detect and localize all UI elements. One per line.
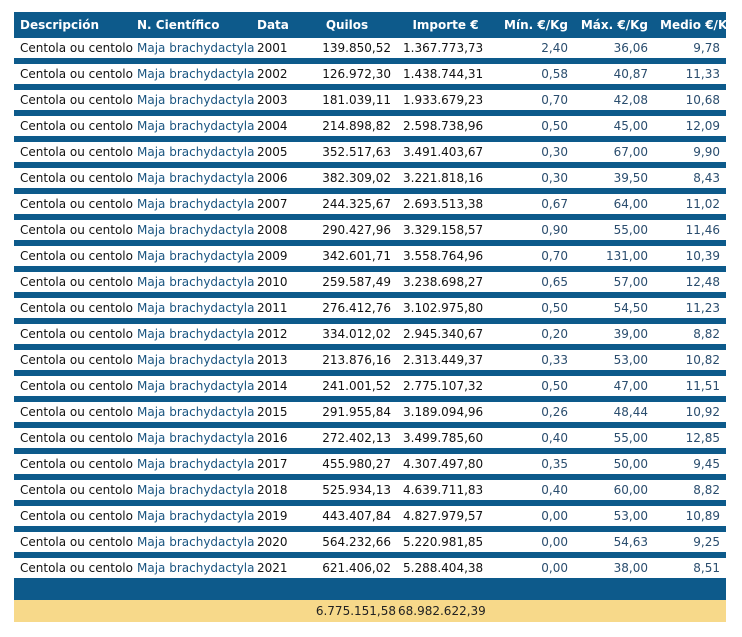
cell-medio-kg: 8,82 — [654, 321, 726, 347]
cell-nome-cientifico: Maja brachydactyla — [131, 451, 251, 477]
table-row — [14, 269, 726, 295]
cell-max-kg: 64,00 — [574, 191, 654, 217]
cell-quilos: 291.955,84 — [297, 399, 397, 425]
cell-nome-cientifico: Maja brachydactyla — [131, 165, 251, 191]
cell-min-kg: 0,70 — [494, 243, 574, 269]
cell-min-kg: 0,00 — [494, 503, 574, 529]
cell-descripcion: Centola ou centolo — [14, 295, 131, 321]
cell-quilos: 352.517,63 — [297, 139, 397, 165]
header-medio-kg[interactable]: Medio €/Kg — [654, 12, 726, 38]
cell-nome-cientifico: Maja brachydactyla — [131, 269, 251, 295]
cell-medio-kg: 11,33 — [654, 61, 726, 87]
cell-medio-kg: 12,85 — [654, 425, 726, 451]
total-empty-cell — [131, 599, 251, 622]
cell-max-kg: 50,00 — [574, 451, 654, 477]
table-row — [14, 503, 726, 529]
cell-data: 2013 — [251, 347, 297, 373]
header-descripcion[interactable]: Descripción — [14, 12, 131, 38]
cell-descripcion: Centola ou centolo — [14, 425, 131, 451]
cell-nome-cientifico: Maja brachydactyla — [131, 347, 251, 373]
table-row — [14, 555, 726, 581]
cell-max-kg: 39,50 — [574, 165, 654, 191]
cell-quilos: 213.876,16 — [297, 347, 397, 373]
cell-quilos: 443.407,84 — [297, 503, 397, 529]
header-data[interactable]: Data — [251, 12, 297, 38]
cell-quilos: 525.934,13 — [297, 477, 397, 503]
total-empty-cell — [574, 599, 654, 622]
cell-data: 2012 — [251, 321, 297, 347]
table-row — [14, 139, 726, 165]
cell-quilos: 342.601,71 — [297, 243, 397, 269]
cell-max-kg: 60,00 — [574, 477, 654, 503]
cell-descripcion: Centola ou centolo — [14, 243, 131, 269]
cell-min-kg: 0,90 — [494, 217, 574, 243]
cell-importe: 3.221.818,16 — [397, 165, 494, 191]
cell-quilos: 259.587,49 — [297, 269, 397, 295]
cell-descripcion: Centola ou centolo — [14, 555, 131, 581]
cell-nome-cientifico: Maja brachydactyla — [131, 243, 251, 269]
cell-min-kg: 0,67 — [494, 191, 574, 217]
table-row — [14, 61, 726, 87]
cell-data: 2020 — [251, 529, 297, 555]
cell-descripcion: Centola ou centolo — [14, 321, 131, 347]
cell-data: 2018 — [251, 477, 297, 503]
cell-importe: 1.438.744,31 — [397, 61, 494, 87]
cell-min-kg: 0,40 — [494, 425, 574, 451]
cell-importe: 3.189.094,96 — [397, 399, 494, 425]
cell-descripcion: Centola ou centolo — [14, 139, 131, 165]
header-min-kg[interactable]: Mín. €/Kg — [494, 12, 574, 38]
cell-importe: 4.639.711,83 — [397, 477, 494, 503]
cell-descripcion: Centola ou centolo — [14, 503, 131, 529]
cell-max-kg: 53,00 — [574, 503, 654, 529]
cell-min-kg: 0,30 — [494, 139, 574, 165]
cell-quilos: 214.898,82 — [297, 113, 397, 139]
table-header-row — [14, 12, 726, 38]
spacer-cell — [14, 581, 726, 599]
cell-data: 2014 — [251, 373, 297, 399]
cell-medio-kg: 11,51 — [654, 373, 726, 399]
table-row — [14, 373, 726, 399]
cell-data: 2006 — [251, 165, 297, 191]
cell-descripcion: Centola ou centolo — [14, 38, 131, 61]
total-empty-cell — [14, 599, 131, 622]
cell-nome-cientifico: Maja brachydactyla — [131, 217, 251, 243]
cell-descripcion: Centola ou centolo — [14, 399, 131, 425]
cell-descripcion: Centola ou centolo — [14, 451, 131, 477]
cell-descripcion: Centola ou centolo — [14, 373, 131, 399]
cell-quilos: 564.232,66 — [297, 529, 397, 555]
cell-data: 2002 — [251, 61, 297, 87]
cell-medio-kg: 10,68 — [654, 87, 726, 113]
table-row — [14, 38, 726, 61]
cell-max-kg: 47,00 — [574, 373, 654, 399]
header-nome-cientifico[interactable]: N. Científico — [131, 12, 251, 38]
total-empty-cell — [251, 599, 297, 622]
cell-importe: 2.598.738,96 — [397, 113, 494, 139]
cell-data: 2021 — [251, 555, 297, 581]
header-max-kg[interactable]: Máx. €/Kg — [574, 12, 654, 38]
cell-importe: 4.307.497,80 — [397, 451, 494, 477]
cell-importe: 5.288.404,38 — [397, 555, 494, 581]
cell-quilos: 241.001,52 — [297, 373, 397, 399]
cell-medio-kg: 10,89 — [654, 503, 726, 529]
cell-descripcion: Centola ou centolo — [14, 191, 131, 217]
cell-quilos: 126.972,30 — [297, 61, 397, 87]
cell-nome-cientifico: Maja brachydactyla — [131, 321, 251, 347]
cell-data: 2001 — [251, 38, 297, 61]
cell-importe: 3.102.975,80 — [397, 295, 494, 321]
cell-importe: 3.329.158,57 — [397, 217, 494, 243]
cell-importe: 3.558.764,96 — [397, 243, 494, 269]
cell-descripcion: Centola ou centolo — [14, 347, 131, 373]
table-row — [14, 451, 726, 477]
cell-nome-cientifico: Maja brachydactyla — [131, 477, 251, 503]
cell-descripcion: Centola ou centolo — [14, 217, 131, 243]
table-row — [14, 217, 726, 243]
cell-medio-kg: 12,09 — [654, 113, 726, 139]
cell-min-kg: 0,30 — [494, 165, 574, 191]
cell-nome-cientifico: Maja brachydactyla — [131, 191, 251, 217]
cell-nome-cientifico: Maja brachydactyla — [131, 373, 251, 399]
cell-data: 2003 — [251, 87, 297, 113]
cell-min-kg: 0,70 — [494, 87, 574, 113]
table-row — [14, 87, 726, 113]
cell-min-kg: 0,35 — [494, 451, 574, 477]
cell-quilos: 276.412,76 — [297, 295, 397, 321]
table-body — [14, 38, 726, 581]
cell-medio-kg: 8,43 — [654, 165, 726, 191]
cell-quilos: 244.325,67 — [297, 191, 397, 217]
cell-min-kg: 0,40 — [494, 477, 574, 503]
cell-min-kg: 2,40 — [494, 38, 574, 61]
cell-medio-kg: 8,82 — [654, 477, 726, 503]
cell-min-kg: 0,33 — [494, 347, 574, 373]
cell-nome-cientifico: Maja brachydactyla — [131, 87, 251, 113]
cell-data: 2004 — [251, 113, 297, 139]
cell-data: 2005 — [251, 139, 297, 165]
cell-min-kg: 0,00 — [494, 529, 574, 555]
cell-nome-cientifico: Maja brachydactyla — [131, 113, 251, 139]
cell-nome-cientifico: Maja brachydactyla — [131, 295, 251, 321]
cell-max-kg: 39,00 — [574, 321, 654, 347]
header-importe[interactable]: Importe € — [397, 12, 494, 38]
cell-max-kg: 54,63 — [574, 529, 654, 555]
cell-importe: 2.775.107,32 — [397, 373, 494, 399]
cell-max-kg: 38,00 — [574, 555, 654, 581]
cell-quilos: 139.850,52 — [297, 38, 397, 61]
cell-max-kg: 48,44 — [574, 399, 654, 425]
cell-max-kg: 54,50 — [574, 295, 654, 321]
cell-descripcion: Centola ou centolo — [14, 113, 131, 139]
table-row — [14, 477, 726, 503]
cell-importe: 4.827.979,57 — [397, 503, 494, 529]
cell-quilos: 181.039,11 — [297, 87, 397, 113]
cell-max-kg: 57,00 — [574, 269, 654, 295]
cell-min-kg: 0,26 — [494, 399, 574, 425]
cell-importe: 2.945.340,67 — [397, 321, 494, 347]
cell-quilos: 290.427,96 — [297, 217, 397, 243]
cell-max-kg: 67,00 — [574, 139, 654, 165]
cell-max-kg: 131,00 — [574, 243, 654, 269]
cell-medio-kg: 10,82 — [654, 347, 726, 373]
cell-max-kg: 40,87 — [574, 61, 654, 87]
cell-medio-kg: 11,02 — [654, 191, 726, 217]
table-row — [14, 399, 726, 425]
cell-medio-kg: 10,39 — [654, 243, 726, 269]
catch-table — [14, 12, 736, 622]
cell-descripcion: Centola ou centolo — [14, 61, 131, 87]
cell-medio-kg: 12,48 — [654, 269, 726, 295]
cell-data: 2011 — [251, 295, 297, 321]
cell-importe: 2.693.513,38 — [397, 191, 494, 217]
cell-max-kg: 45,00 — [574, 113, 654, 139]
cell-nome-cientifico: Maja brachydactyla — [131, 399, 251, 425]
total-importe: 68.982.622,39 — [397, 599, 494, 622]
cell-nome-cientifico: Maja brachydactyla — [131, 425, 251, 451]
cell-quilos: 334.012,02 — [297, 321, 397, 347]
table-row — [14, 243, 726, 269]
cell-data: 2017 — [251, 451, 297, 477]
totals-row — [14, 599, 726, 622]
cell-max-kg: 53,00 — [574, 347, 654, 373]
table-row — [14, 529, 726, 555]
cell-importe: 1.367.773,73 — [397, 38, 494, 61]
cell-nome-cientifico: Maja brachydactyla — [131, 38, 251, 61]
table-row — [14, 113, 726, 139]
cell-min-kg: 0,00 — [494, 555, 574, 581]
table-row — [14, 425, 726, 451]
cell-min-kg: 0,20 — [494, 321, 574, 347]
cell-importe: 3.238.698,27 — [397, 269, 494, 295]
cell-min-kg: 0,58 — [494, 61, 574, 87]
cell-max-kg: 36,06 — [574, 38, 654, 61]
cell-importe: 3.491.403,67 — [397, 139, 494, 165]
cell-descripcion: Centola ou centolo — [14, 529, 131, 555]
cell-data: 2007 — [251, 191, 297, 217]
cell-medio-kg: 9,78 — [654, 38, 726, 61]
cell-data: 2008 — [251, 217, 297, 243]
cell-descripcion: Centola ou centolo — [14, 87, 131, 113]
cell-descripcion: Centola ou centolo — [14, 269, 131, 295]
cell-min-kg: 0,50 — [494, 295, 574, 321]
cell-nome-cientifico: Maja brachydactyla — [131, 529, 251, 555]
cell-max-kg: 42,08 — [574, 87, 654, 113]
header-quilos[interactable]: Quilos — [297, 12, 397, 38]
cell-quilos: 382.309,02 — [297, 165, 397, 191]
cell-importe: 2.313.449,37 — [397, 347, 494, 373]
cell-data: 2009 — [251, 243, 297, 269]
cell-data: 2016 — [251, 425, 297, 451]
cell-medio-kg: 10,92 — [654, 399, 726, 425]
total-quilos: 6.775.151,58 — [297, 599, 397, 622]
cell-medio-kg: 9,90 — [654, 139, 726, 165]
cell-min-kg: 0,50 — [494, 373, 574, 399]
cell-nome-cientifico: Maja brachydactyla — [131, 61, 251, 87]
table-spacer-row — [14, 581, 726, 599]
total-empty-cell — [494, 599, 574, 622]
cell-medio-kg: 11,23 — [654, 295, 726, 321]
cell-max-kg: 55,00 — [574, 425, 654, 451]
cell-descripcion: Centola ou centolo — [14, 165, 131, 191]
cell-nome-cientifico: Maja brachydactyla — [131, 139, 251, 165]
cell-medio-kg: 8,51 — [654, 555, 726, 581]
cell-nome-cientifico: Maja brachydactyla — [131, 555, 251, 581]
cell-medio-kg: 9,25 — [654, 529, 726, 555]
table-row — [14, 347, 726, 373]
table-row — [14, 321, 726, 347]
total-empty-cell — [654, 599, 726, 622]
cell-min-kg: 0,50 — [494, 113, 574, 139]
cell-importe: 1.933.679,23 — [397, 87, 494, 113]
table-row — [14, 165, 726, 191]
cell-importe: 5.220.981,85 — [397, 529, 494, 555]
cell-max-kg: 55,00 — [574, 217, 654, 243]
cell-quilos: 621.406,02 — [297, 555, 397, 581]
catch-table-container — [14, 12, 736, 622]
cell-medio-kg: 9,45 — [654, 451, 726, 477]
cell-nome-cientifico: Maja brachydactyla — [131, 503, 251, 529]
cell-medio-kg: 11,46 — [654, 217, 726, 243]
cell-data: 2010 — [251, 269, 297, 295]
cell-quilos: 455.980,27 — [297, 451, 397, 477]
cell-descripcion: Centola ou centolo — [14, 477, 131, 503]
cell-data: 2019 — [251, 503, 297, 529]
cell-quilos: 272.402,13 — [297, 425, 397, 451]
cell-importe: 3.499.785,60 — [397, 425, 494, 451]
table-row — [14, 295, 726, 321]
cell-data: 2015 — [251, 399, 297, 425]
cell-min-kg: 0,65 — [494, 269, 574, 295]
table-row — [14, 191, 726, 217]
